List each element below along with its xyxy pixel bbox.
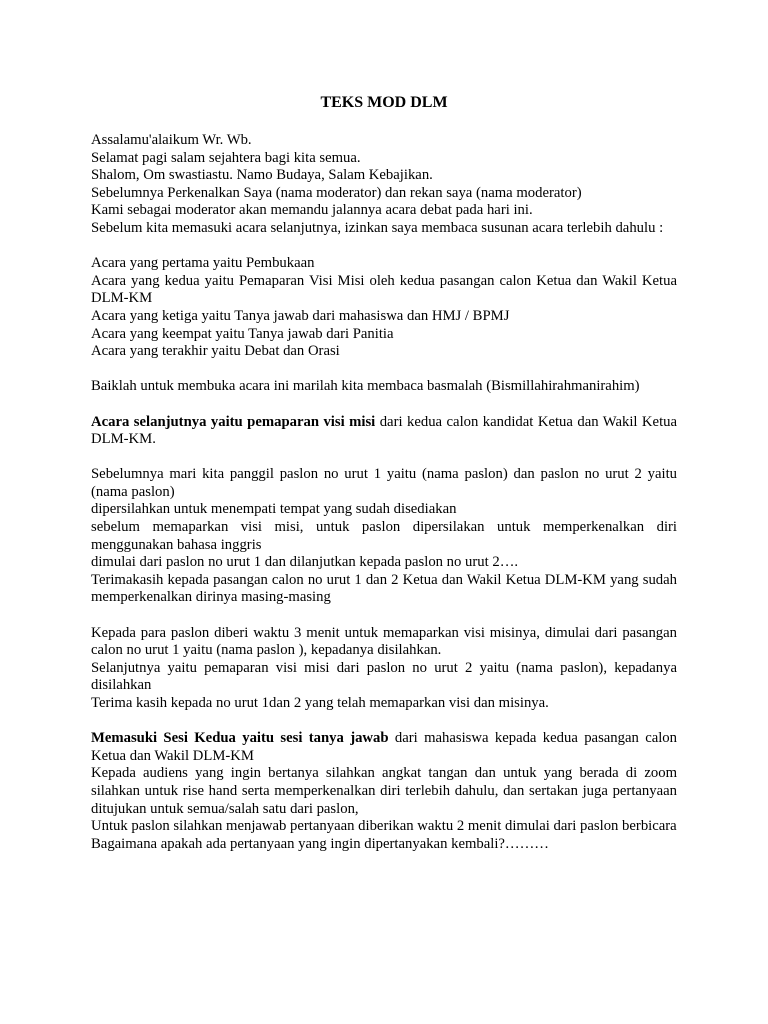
paragraph-line: Baiklah untuk membuka acara ini marilah kita membaca basmalah (Bismillahirahmanirahim) [91, 378, 640, 395]
paragraph-line: dipersilahkan untuk menempati tempat yang sudah disediakan [91, 501, 457, 518]
paragraph-line: Assalamu'alaikum Wr. Wb. [91, 132, 252, 148]
sesi-kedua-paragraph [91, 730, 677, 765]
paragraph-line: dimulai dari paslon no urut 1 dan dilanjutkan kepada paslon no urut 2…. [91, 554, 519, 571]
paragraph-text: dari mahasiswa kepada kedua pasangan calon Ketua dan Wakil DLM-KM [91, 730, 677, 764]
agenda-item: Acara yang terakhir yaitu Debat dan Orasi [91, 343, 340, 360]
agenda-section [91, 255, 677, 361]
visi-misi-section [91, 414, 677, 449]
sesi-kedua-section [91, 730, 677, 853]
paragraph-line: Selamat pagi salam sejahtera bagi kita semua. [91, 149, 361, 166]
paragraph-line: Selanjutnya yaitu pemaparan visi misi dari paslon no urut 2 yaitu (nama paslon), kepadanya disilahkan [91, 659, 677, 694]
agenda-item: Acara yang keempat yaitu Tanya jawab dari Panitia [91, 325, 394, 342]
paragraph-line: Sebelum kita memasuki acara selanjutnya, izinkan saya membaca susunan acara terlebih dahulu : [91, 219, 664, 236]
paparan-section [91, 625, 677, 713]
paragraph-line: sebelum memaparkan visi misi, untuk paslon dipersilakan untuk memperkenalkan diri menggunakan bahasa inggris [91, 519, 677, 553]
section-heading-bold: Memasuki Sesi Kedua yaitu sesi tanya jawab [91, 730, 389, 747]
paragraph-line: Untuk paslon silahkan menjawab pertanyaan diberikan waktu 2 menit dimulai dari paslon berbicara [91, 818, 677, 835]
section-heading-bold: Acara selanjutnya yaitu pemaparan visi misi [91, 413, 376, 430]
paragraph-line: Kepada audiens yang ingin bertanya silahkan angkat tangan dan untuk yang berada di zoom silahkan untuk rise hand serta memperkenalkan diri terlebih dahulu, dan sertakan juga pertanyaan ditujukan untuk semua/salah satu dari paslon, [91, 765, 677, 817]
paragraph-line: Terima kasih kepada no urut 1dan 2 yang telah memaparkan visi dan misinya. [91, 695, 549, 711]
paragraph-text: dari kedua calon kandidat Ketua dan Wakil Ketua DLM-KM. [91, 413, 678, 448]
paragraph-line: Sebelumnya Perkenalkan Saya (nama moderator) dan rekan saya (nama moderator) [91, 184, 582, 201]
paragraph-line: Kepada para paslon diberi waktu 3 menit untuk memaparkan visi misinya, dimulai dari pasangan calon no urut 1 yaitu (nama paslon ), kepadanya disilahkan. [91, 624, 677, 659]
paragraph-line: Bagaimana apakah ada pertanyaan yang ingin dipertanyakan kembali?……… [91, 835, 549, 852]
page-title: TEKS MOD DLM [320, 94, 448, 111]
paslon-intro-section [91, 466, 677, 607]
paragraph-line: Sebelumnya mari kita panggil paslon no urut 1 yaitu (nama paslon) dan paslon no urut 2 yaitu (nama paslon) [91, 466, 677, 500]
agenda-item: Acara yang ketiga yaitu Tanya jawab dari mahasiswa dan HMJ / BPMJ [91, 307, 510, 324]
paragraph-line: Shalom, Om swastiastu. Namo Budaya, Salam Kebajikan. [91, 167, 433, 184]
agenda-item: Acara yang pertama yaitu Pembukaan [91, 255, 315, 272]
visi-misi-paragraph [91, 414, 677, 449]
opening-section [91, 132, 677, 238]
paragraph-line: Terimakasih kepada pasangan calon no urut 1 dan 2 Ketua dan Wakil Ketua DLM-KM yang sudah memperkenalkan dirinya masing-masing [91, 571, 677, 606]
basmalah-section [91, 378, 677, 396]
agenda-item: Acara yang kedua yaitu Pemaparan Visi Misi oleh kedua pasangan calon Ketua dan Wakil Ketua DLM-KM [91, 272, 677, 307]
document-body [91, 132, 677, 853]
paragraph-line: Kami sebagai moderator akan memandu jalannya acara debat pada hari ini. [91, 202, 533, 219]
